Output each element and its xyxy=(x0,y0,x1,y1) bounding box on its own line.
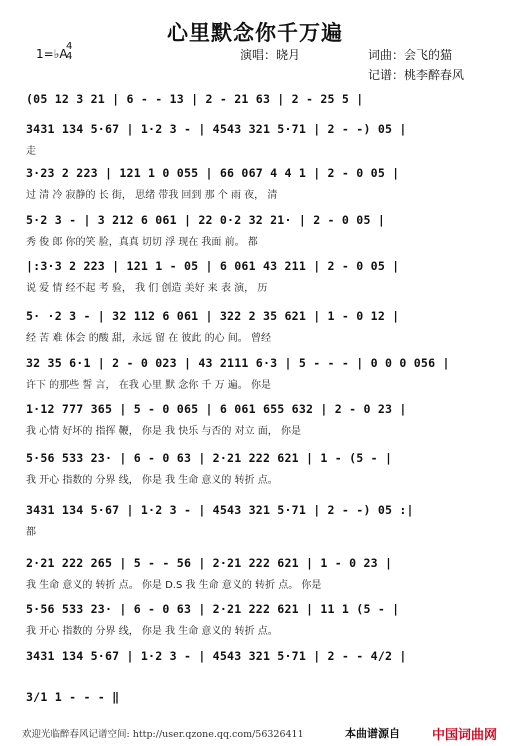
notation-line: 5·56 533 23· | 6 - 0 63 | 2·21 222 621 | 11 1 (5 - | xyxy=(26,602,484,622)
site-logo[interactable]: 中国词曲网 xyxy=(432,728,498,743)
lyrics-line: 秀 俊 郎 你的笑 脸，真真 切切 浮 现在 我面 前。 都 xyxy=(26,237,258,248)
notation-line: 3431 134 5·67 | 1·2 3 - | 4543 321 5·71 | 2 - -) 05 :| xyxy=(26,503,484,523)
score-row xyxy=(26,309,484,355)
notation-line: 3·23 2 223 | 121 1 0 055 | 66 067 4 4 1 | 2 - 0 05 | xyxy=(26,166,484,186)
lyrics-line: 过 清 冷 寂静的 长 街， 思绪 带我 回到 那 个 雨 夜， 清 xyxy=(26,190,278,201)
time-signature-bottom: 4 xyxy=(66,51,73,62)
lyrics-line: 经 苦 难 体会 的酸 甜，永远 留 在 彼此 的心 间。 曾经 xyxy=(26,333,271,344)
source-label: 本曲谱源自 xyxy=(345,727,400,740)
notation-line: 5· ·2 3 - | 32 112 6 061 | 322 2 35 621 | 1 - 0 12 | xyxy=(26,309,484,329)
time-signature xyxy=(66,42,72,62)
singer-credit: 演唱：晓月 xyxy=(240,48,301,62)
notation-line: 2·21 222 265 | 5 - - 56 | 2·21 222 621 | 1 - 0 23 | xyxy=(26,556,484,576)
time-signature-top: 4 xyxy=(66,41,73,52)
notation-line: 5·2 3 - | 3 212 6 061 | 22 0·2 32 21· | 2 - 0 05 | xyxy=(26,213,484,233)
notation-line: 3431 134 5·67 | 1·2 3 - | 4543 321 5·71 | 2 - -) 05 | xyxy=(26,122,484,142)
score-row xyxy=(26,166,484,212)
lyricist-credit: 词曲：会飞的猫 xyxy=(368,48,453,62)
score-row xyxy=(26,503,484,549)
notation-line: 1·12 777 365 | 5 - 0 065 | 6 061 655 632 | 2 - 0 23 | xyxy=(26,402,484,422)
notation-line: (05 12 3 21 | 6 - - 13 | 2 - 21 63 | 2 - 25 5 | xyxy=(26,92,484,112)
notation-line: |:3·3 2 223 | 121 1 - 05 | 6 061 43 211 | 2 - 0 05 | xyxy=(26,259,484,279)
score-row xyxy=(26,356,484,402)
editor-credit: 记谱：桃李醉春风 xyxy=(368,68,465,82)
lyrics-line: 说 爱 情 经不起 考 验， 我 们 创造 美好 来 表 演， 历 xyxy=(26,283,268,294)
notation-line: 3431 134 5·67 | 1·2 3 - | 4543 321 5·71 | 2 - - 4/2 | xyxy=(26,649,484,669)
lyrics-line: 都 xyxy=(26,527,36,538)
footer-link-text[interactable]: 欢迎光临醉春风记谱空间: http://user.qzone.qq.com/56326411 xyxy=(22,729,304,740)
key-signature: 1=♭A xyxy=(36,47,68,61)
lyrics-line xyxy=(26,669,484,685)
notation-line: 32 35 6·1 | 2 - 0 023 | 43 2111 6·3 | 5 - - - | 0 0 0 056 | xyxy=(26,356,484,376)
lyrics-line: 我 心情 好坏的 指挥 鞭， 你是 我 快乐 与否的 对立 面， 你是 xyxy=(26,426,301,437)
notation-line: 3/1 1 - - - ‖ xyxy=(26,690,484,710)
lyrics-line: 我 开心 指数的 分界 线， 你是 我 生命 意义的 转折 点。 xyxy=(26,475,278,486)
lyrics-line: 我 生命 意义的 转折 点。 你是 D.S 我 生命 意义的 转折 点。 你是 xyxy=(26,580,322,591)
score-row xyxy=(26,556,484,602)
lyrics-line xyxy=(26,710,484,726)
score-row xyxy=(26,259,484,305)
notation-line: 5·56 533 23· | 6 - 0 63 | 2·21 222 621 | 1 - (5 - | xyxy=(26,451,484,471)
score-row xyxy=(26,402,484,448)
score-row xyxy=(26,451,484,497)
score-row xyxy=(26,122,484,168)
lyrics-line: 许下 的那些 誓 言， 在我 心里 默 念你 千 万 遍。 你是 xyxy=(26,380,271,391)
score-title: 心里默念你千万遍 xyxy=(167,20,343,45)
lyrics-line: 我 开心 指数的 分界 线， 你是 我 生命 意义的 转折 点。 xyxy=(26,626,278,637)
score-row xyxy=(26,649,484,695)
score-row xyxy=(26,602,484,648)
score-row xyxy=(26,213,484,259)
lyrics-line: 走 xyxy=(26,146,36,157)
